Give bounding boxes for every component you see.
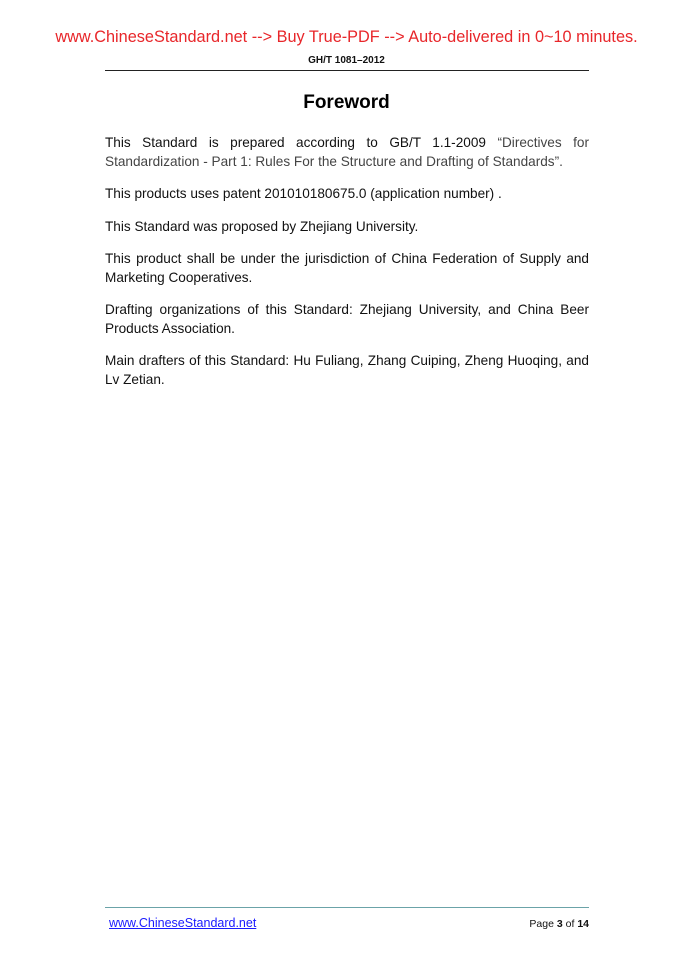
page-total: 14 [577,918,589,930]
standard-code-header: GH/T 1081–2012 [308,55,385,66]
paragraph-proposed-by: This Standard was proposed by Zhejiang University. [105,218,419,234]
paragraph-drafting-organizations: Drafting organizations of this Standard: Zhejiang University, and China Beer Products Association. [105,302,589,336]
paragraph-main-drafters: Main drafters of this Standard: Hu Fuliang, Zhang Cuiping, Zheng Huoqing, and Lv Zetian. [105,353,589,387]
paragraph-patent: This products uses patent 201010180675.0 (application number) . [105,186,502,201]
directive-citation: “Directives for Standardization - Part 1: Rules For the Structure and Drafting of Standards”. [105,135,590,169]
paragraph-jurisdiction: This product shall be under the jurisdiction of China Federation of Supply and Marketing Cooperatives. [105,251,589,285]
foreword-body [105,134,589,403]
header-divider [105,70,589,71]
page-current: 3 [556,918,563,930]
page-number [529,918,589,930]
footer-divider [105,907,589,908]
promo-banner-link[interactable]: www.ChineseStandard.net --> Buy True-PDF --> Auto-delivered in 0~10 minutes. [55,28,638,46]
page-label: Page [529,918,554,930]
paragraph-prepared-according [105,134,589,171]
paragraph-text: This Standard is prepared according to GB/T 1.1-2009 [105,135,498,150]
page-title: Foreword [303,92,390,113]
footer-website-link[interactable]: www.ChineseStandard.net [109,916,257,930]
page-of-label: of [565,918,575,930]
